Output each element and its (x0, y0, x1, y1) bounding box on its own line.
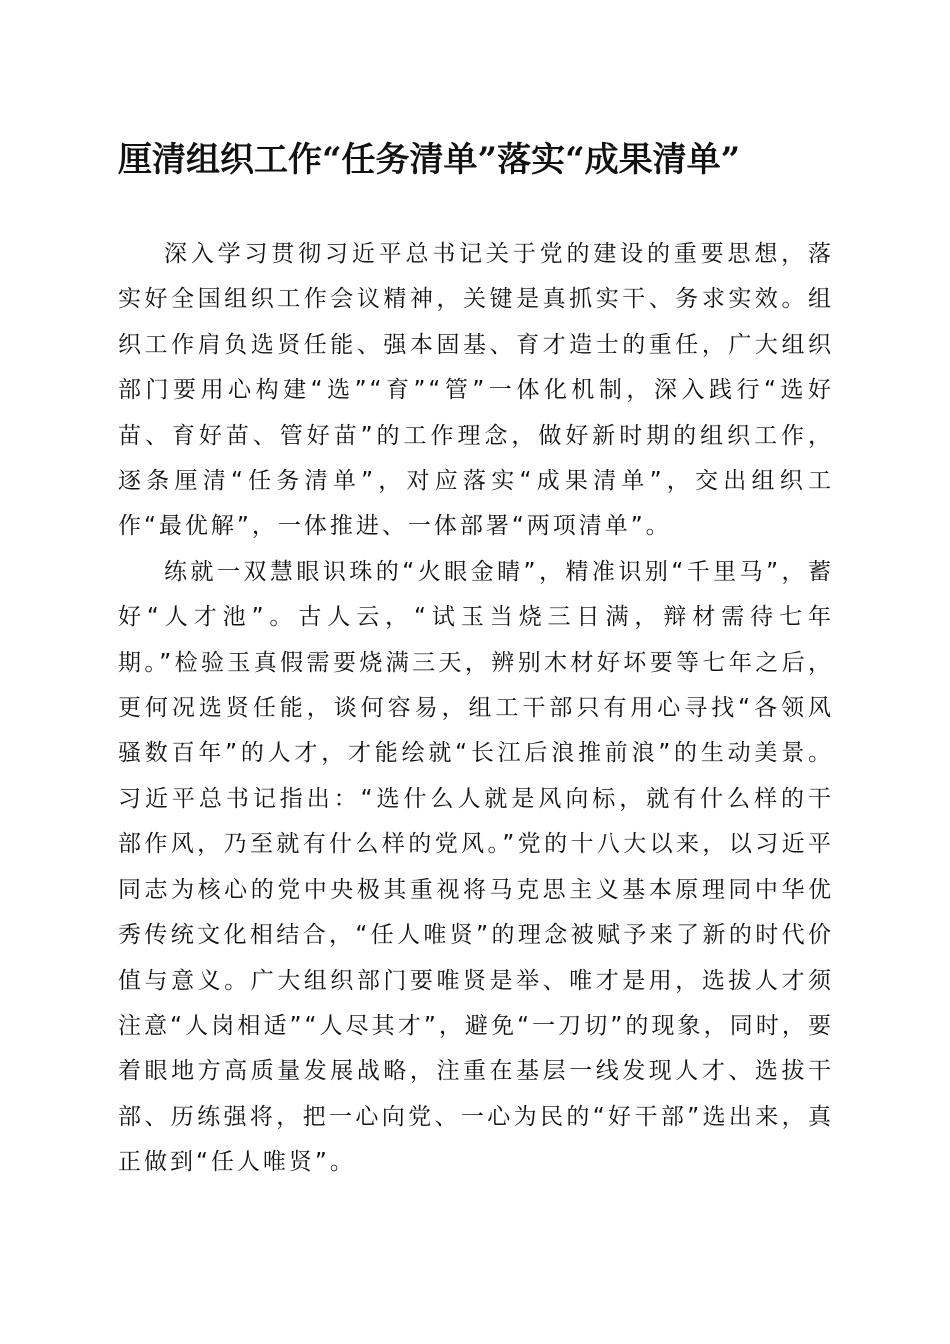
paragraph-2: 练就一双慧眼识珠的“火眼金睛”，精准识别“千里马”，蓄好“人才池”。古人云，“试玉当烧三日满，辩材需待七年期。”检验玉真假需要烧满三天，辨别木材好坏要等七年之后，更何况选贤任能，谈何容易，组工干部只有用心寻找“各领风骚数百年”的人才，才能绘就“长江后浪推前浪”的生动美景。习近平总书记指出：“选什么人就是风向标，就有什么样的干部作风，乃至就有什么样的党风。”党的十八大以来，以习近平同志为核心的党中央极其重视将马克思主义基本原理同中华优秀传统文化相结合，“任人唯贤”的理念被赋予来了新的时代价值与意义。广大组织部门要唯贤是举、唯才是用，选拔人才须注意“人岗相适”“人尽其才”，避免“一刀切”的现象，同时，要着眼地方高质量发展战略，注重在基层一线发现人才、选拔干部、历练强将，把一心向党、一心为民的“好干部”选出来，真正做到“任人唯贤”。 (118, 558, 834, 1176)
document-title: 厘清组织工作“任务清单”落实“成果清单” (118, 140, 741, 180)
document-body (118, 232, 834, 1186)
paragraph-1: 深入学习贯彻习近平总书记关于党的建设的重要思想，落实好全国组织工作会议精神，关键是真抓实干、务求实效。组织工作肩负选贤任能、强本固基、育才造士的重任，广大组织部门要用心构建“选”“育”“管”一体化机制，深入践行“选好苗、育好苗、管好苗”的工作理念，做好新时期的组织工作，逐条厘清“任务清单”，对应落实“成果清单”，交出组织工作“最优解”，一体推进、一体部署“两项清单”。 (118, 241, 834, 540)
